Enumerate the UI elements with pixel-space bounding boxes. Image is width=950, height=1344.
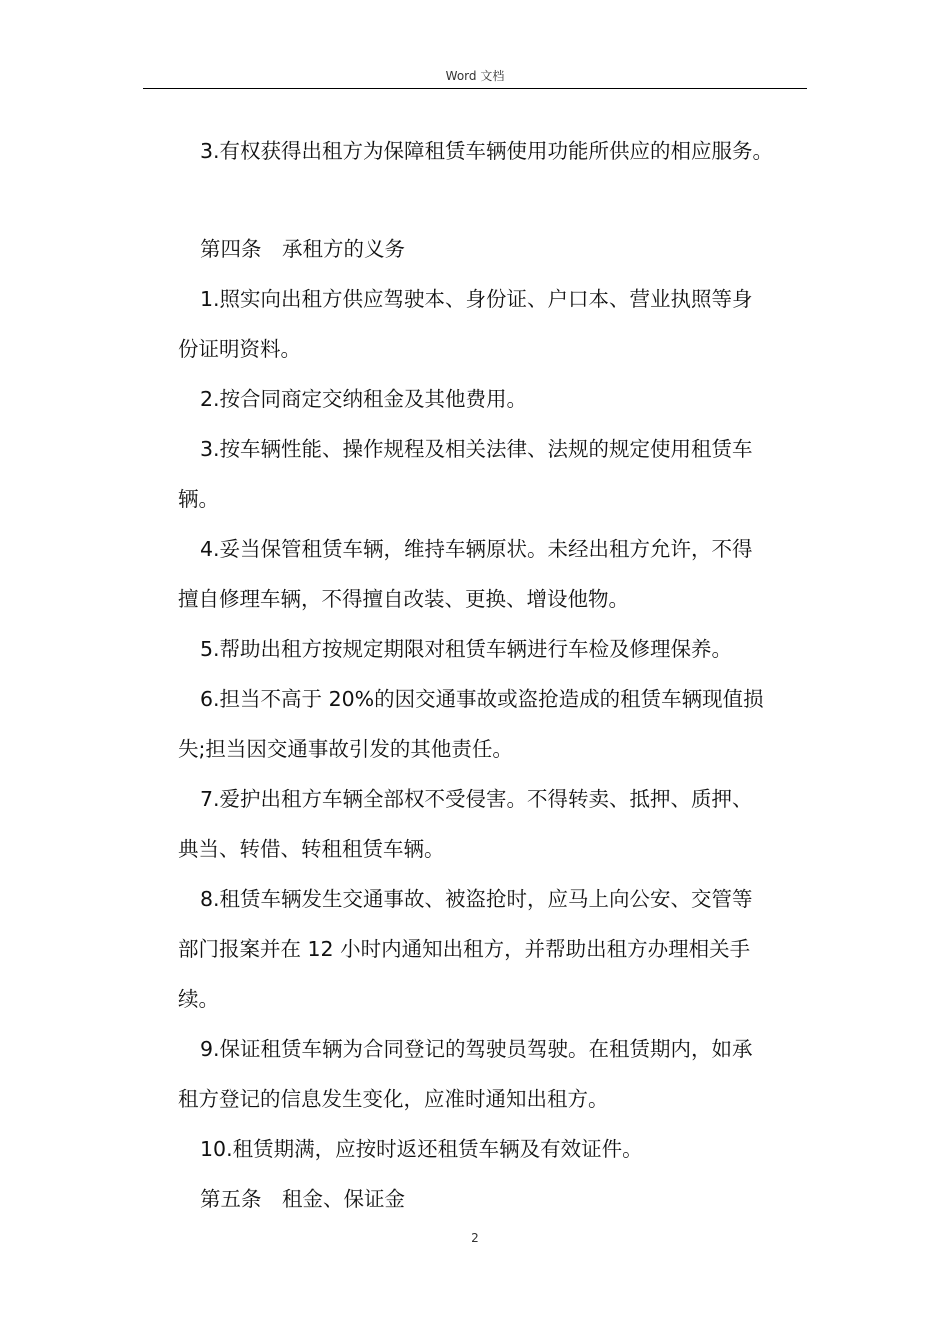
text-line: 5.帮助出租方按规定期限对租赁车辆进行车检及修理保养。 [200,637,733,661]
text-line: 租方登记的信息发生变化，应准时通知出租方。 [178,1087,609,1111]
text-line: 份证明资料。 [178,337,301,361]
header-divider [143,88,807,89]
text-line: 7.爱护出租方车辆全部权不受侵害。不得转卖、抵押、质押、 [200,787,753,811]
text-line: 部门报案并在 12 小时内通知出租方，并帮助出租方办理相关手 [178,937,751,961]
text-line: 辆。 [178,487,219,511]
text-line: 2.按合同商定交纳租金及其他费用。 [200,387,528,411]
text-line: 4.妥当保管租赁车辆，维持车辆原状。未经出租方允许，不得 [200,537,753,561]
page-header-title: Word 文档 [445,69,505,83]
text-line: 第四条 承租方的义务 [200,237,405,261]
text-line: 续。 [178,987,219,1011]
text-line: 8.租赁车辆发生交通事故、被盗抢时，应马上向公安、交管等 [200,887,753,911]
text-line: 失;担当因交通事故引发的其他责任。 [178,737,513,761]
text-line: 3.有权获得出租方为保障租赁车辆使用功能所供应的相应服务。 [200,139,774,163]
text-line: 6.担当不高于 20%的因交通事故或盗抢造成的租赁车辆现值损 [200,687,764,711]
text-line: 1.照实向出租方供应驾驶本、身份证、户口本、营业执照等身 [200,287,753,311]
text-line: 第五条 租金、保证金 [200,1187,405,1211]
page-number: 2 [471,1231,479,1245]
text-line: 10.租赁期满，应按时返还租赁车辆及有效证件。 [200,1137,643,1161]
text-line: 典当、转借、转租租赁车辆。 [178,837,445,861]
paragraph-gap [178,176,803,224]
document-body [178,126,803,1224]
text-line: 9.保证租赁车辆为合同登记的驾驶员驾驶。在租赁期内，如承 [200,1037,753,1061]
text-line: 3.按车辆性能、操作规程及相关法律、法规的规定使用租赁车 [200,437,753,461]
text-line: 擅自修理车辆，不得擅自改装、更换、增设他物。 [178,587,629,611]
